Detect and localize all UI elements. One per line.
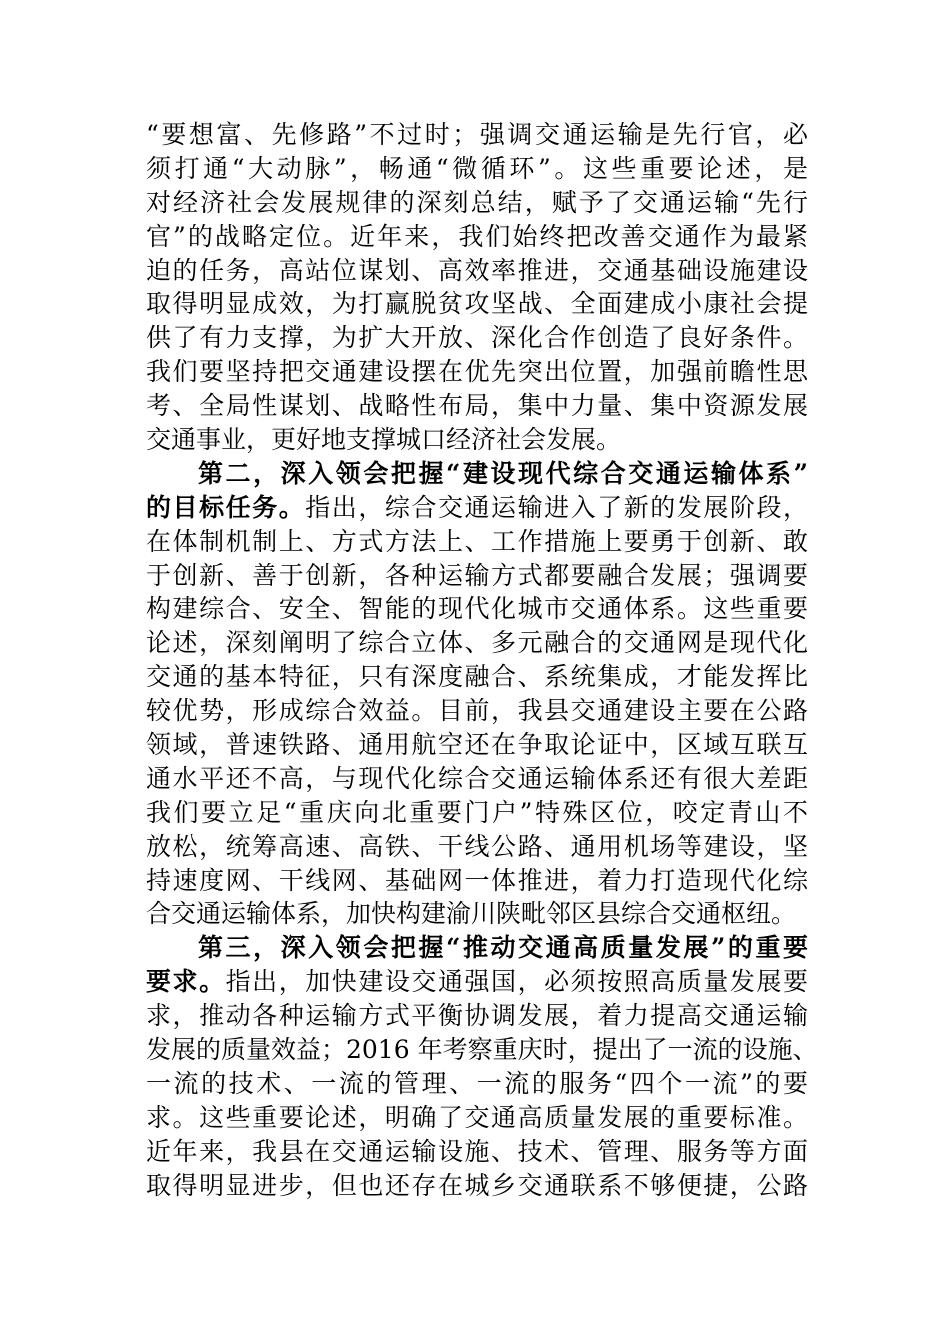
body-text: 取得明显成效，为打赢脱贫攻坚战、全面建成小康社会提 (146, 289, 808, 319)
text-line (146, 186, 808, 220)
text-line (146, 491, 808, 525)
text-line (146, 762, 808, 796)
body-text: 在体制机制上、方式方法上、工作措施上要勇于创新、敢 (146, 526, 808, 556)
body-text: 我们要坚持把交通建设摆在优先突出位置，加强前瞻性思 (146, 357, 808, 387)
text-line (146, 287, 808, 321)
body-text: 放松，统筹高速、高铁、干线公路、通用机场等建设，坚 (146, 831, 808, 861)
text-line (146, 118, 808, 152)
text-line (146, 660, 808, 694)
text-line (146, 220, 808, 254)
bold-heading-text: 第三，深入领会把握“推动交通高质量发展”的重要 (198, 933, 808, 963)
text-line (146, 152, 808, 186)
body-text: 求，推动各种运输方式平衡协调发展，着力提高交通运输 (146, 1001, 808, 1031)
body-text: 持速度网、干线网、基础网一体推进，着力打造现代化综 (146, 865, 808, 895)
text-line (146, 355, 808, 389)
body-text: 交通事业，更好地支撑城口经济社会发展。 (146, 425, 622, 455)
body-text: 一流的技术、一流的管理、一流的服务“四个一流”的要 (146, 1068, 808, 1098)
body-text: 论述，深刻阐明了综合立体、多元融合的交通网是现代化 (146, 628, 808, 658)
text-line (146, 1067, 808, 1101)
body-text: 我们要立足“重庆向北重要门户”特殊区位，咬定青山不 (146, 797, 808, 827)
body-text: 求。这些重要论述，明确了交通高质量发展的重要标准。 (146, 1102, 808, 1132)
body-text: 通水平还不高，与现代化综合交通运输体系还有很大差距 (146, 763, 808, 793)
document-body (146, 118, 818, 1203)
body-text: 较优势，形成综合效益。目前，我县交通建设主要在公路 (146, 696, 808, 726)
text-line (146, 423, 808, 457)
text-line (146, 796, 808, 830)
text-line (146, 1169, 808, 1203)
text-line (146, 965, 808, 999)
body-text: 迫的任务，高站位谋划、高效率推进，交通基础设施建设 (146, 255, 808, 285)
text-line (146, 864, 808, 898)
body-text: 合交通运输体系，加快构建渝川陕毗邻区县综合交通枢纽。 (146, 899, 797, 929)
text-line (146, 525, 808, 559)
bold-heading-text: 第二，深入领会把握“建设现代综合交通运输体系” (198, 458, 808, 488)
text-line (146, 321, 808, 355)
body-text: 交通的基本特征，只有深度融合、系统集成，才能发挥比 (146, 662, 808, 692)
body-text: 考、全局性谋划、战略性布局，集中力量、集中资源发展 (146, 391, 808, 421)
body-text: 官”的战略定位。近年来，我们始终把改善交通作为最紧 (146, 221, 808, 251)
text-line (146, 897, 808, 931)
text-line (146, 728, 808, 762)
body-text: 指出，综合交通运输进入了新的发展阶段， (305, 492, 808, 522)
text-line (146, 457, 808, 491)
bold-heading-text: 的目标任务。 (146, 492, 306, 522)
body-text: 构建综合、安全、智能的现代化城市交通体系。这些重要 (146, 594, 808, 624)
text-line (146, 626, 808, 660)
body-text: 指出，加快建设交通强国，必须按照高质量发展要 (225, 967, 808, 997)
body-text: 领域，普速铁路、通用航空还在争取论证中，区域互联互 (146, 730, 808, 760)
body-text: 须打通“大动脉”，畅通“微循环”。这些重要论述，是 (146, 153, 808, 183)
text-line (146, 254, 808, 288)
text-line (146, 931, 808, 965)
text-line (146, 999, 808, 1033)
body-text: 对经济社会发展规律的深刻总结，赋予了交通运输“先行 (146, 187, 808, 217)
text-line (146, 694, 808, 728)
text-line (146, 389, 808, 423)
text-line (146, 559, 808, 593)
text-line (146, 1135, 808, 1169)
body-text: 发展的质量效益；2016 年考察重庆时，提出了一流的设施、 (146, 1035, 818, 1065)
text-line (146, 830, 808, 864)
body-text: 于创新、善于创新，各种运输方式都要融合发展；强调要 (146, 560, 808, 590)
body-text: 近年来，我县在交通运输设施、技术、管理、服务等方面 (146, 1136, 808, 1166)
body-text: “要想富、先修路”不过时；强调交通运输是先行官，必 (146, 120, 808, 149)
bold-heading-text: 要求。 (146, 967, 226, 997)
text-line (146, 592, 808, 626)
body-text: 取得明显进步，但也还存在城乡交通联系不够便捷，公路 (146, 1170, 808, 1200)
text-line (146, 1033, 818, 1067)
body-text: 供了有力支撑，为扩大开放、深化合作创造了良好条件。 (146, 323, 808, 353)
text-line (146, 1101, 808, 1135)
